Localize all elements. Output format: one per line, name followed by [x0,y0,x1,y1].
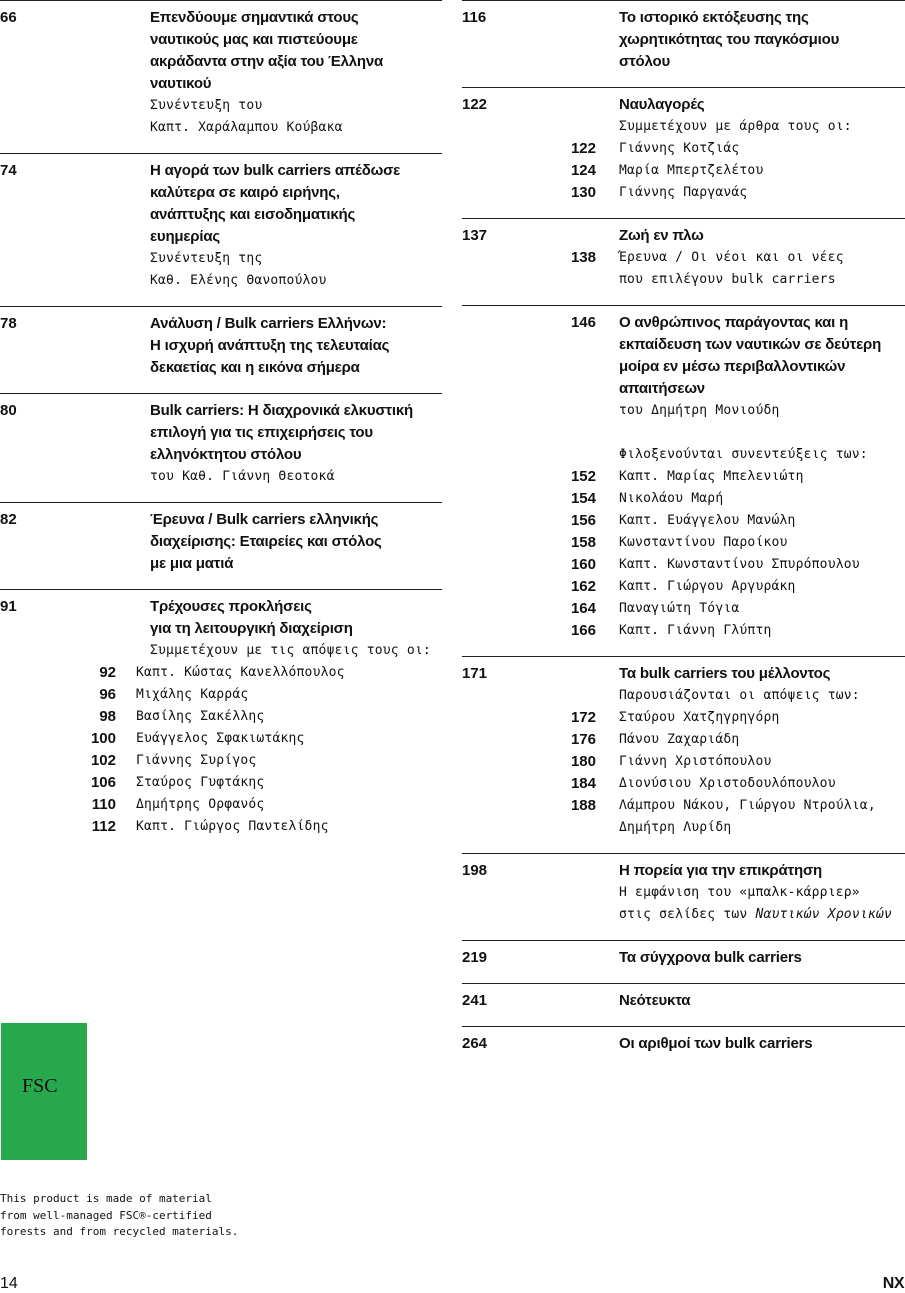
spacer [462,904,619,926]
item-text: Καπτ. Γιάννη Γλύπτη [619,623,772,638]
page-number: 14 [0,1275,18,1292]
entry-title-line: Τρέχουσες προκλήσεις [150,598,312,615]
item-page-number: 130 [570,184,596,201]
toc-row [462,620,905,642]
entry-subtitle-line: Καθ. Ελένης Θανοπούλου [150,273,327,288]
fsc-note-line: This product is made of material [0,1192,212,1205]
item-text: Σταύρος Γυφτάκης [136,775,265,790]
spacer [0,553,150,575]
toc-row [0,553,442,575]
toc-row [0,728,442,750]
item-page-number: 158 [570,534,596,551]
item-text: εκπαίδευση των ναυτικών σε δεύτερη [619,336,882,353]
toc-row [462,882,905,904]
toc-row [462,225,905,247]
spacer [462,882,619,904]
toc-left-column [0,0,442,852]
entry-title-line: ελληνόκτητου στόλου [150,446,302,463]
toc-row [462,247,905,269]
spacer [0,226,150,248]
toc-row [462,663,905,685]
toc-row [0,531,442,553]
toc-row [0,270,442,292]
spacer [0,422,150,444]
item-text: Γιάννης Παργανάς [619,185,748,200]
entry-subtitle-line: Η εμφάνιση του «μπαλκ-κάρριερ» [619,885,860,900]
spacer [0,531,150,553]
entry-page-number: 82 [0,511,17,528]
toc-row [462,138,905,160]
entry-subtitle-line: του Καθ. Γιάννη Θεοτοκά [150,469,335,484]
toc-row [462,312,905,334]
toc-row [462,94,905,116]
entry-subtitle-line: Συμμετέχουν με άρθρα τους οι: [619,119,852,134]
entry-page-number: 80 [0,402,17,419]
toc-row [0,816,442,838]
fsc-note [0,1191,300,1241]
item-text: Γιάννης Συρίγος [136,753,257,768]
item-text: Ευάγγελος Σφακιωτάκης [136,731,305,746]
brand-logo: NX [882,1275,904,1292]
item-text: Μαρία Μπερτζελέτου [619,163,764,178]
spacer [0,95,150,117]
item-text: Βασίλης Σακέλλης [136,709,265,724]
toc-row [0,422,442,444]
entry-title-line: ανάπτυξης και εισοδηματικής [150,206,356,223]
toc-row [0,335,442,357]
toc-row [0,772,442,794]
item-page-number: 164 [570,600,596,617]
item-page-number: 180 [570,753,596,770]
item-text: Παναγιώτη Τόγια [619,601,740,616]
item-text: Δημήτρη Λυρίδη [619,820,732,835]
toc-row [0,204,442,226]
toc-entry [462,305,905,656]
entry-title-line: ναυτικούς μας και πιστεύουμε [150,31,358,48]
toc-row [0,226,442,248]
blank-line [462,422,905,444]
item-page-number: 112 [91,818,116,835]
item-text: απαιτήσεων [619,380,705,397]
publication-title: Ναυτικών Χρονικών [755,907,892,922]
spacer [0,117,150,139]
toc-row [0,400,442,422]
item-page-number: 188 [570,797,596,814]
toc-row [462,488,905,510]
toc-row [462,29,905,51]
item-page-number: 184 [570,775,596,792]
item-text: Κωνσταντίνου Παροίκου [619,535,788,550]
toc-row [462,598,905,620]
spacer [462,51,619,73]
entry-page-number: 116 [462,9,487,26]
entry-title-line: επιλογή για τις επιχειρήσεις του [150,424,373,441]
entry-page-number: 219 [462,949,488,966]
item-page-number [462,400,619,422]
spacer [462,29,619,51]
toc-row [0,640,442,662]
spacer [0,618,150,640]
entry-page-number: 122 [462,96,488,113]
item-text: Δημήτρης Ορφανός [136,797,265,812]
entry-page-number: 137 [462,227,488,244]
entry-subtitle-line: Συνέντευξη του [150,98,263,113]
spacer [0,204,150,226]
toc-row [462,51,905,73]
item-text: Καπτ. Κώστας Κανελλόπουλος [136,665,345,680]
item-page-number: 110 [91,796,116,813]
toc-row [462,860,905,882]
entry-title-line: δεκαετίας και η εικόνα σήμερα [150,359,360,376]
toc-row [462,990,905,1012]
toc-row [462,904,905,926]
toc-entry [0,306,442,393]
entry-page-number: 171 [462,665,488,682]
item-text: Λάμπρου Νάκου, Γιώργου Ντρούλια, [619,798,876,813]
item-page-number: 176 [570,731,596,748]
toc-row [462,444,905,466]
toc-row [462,751,905,773]
entry-title-line: Επενδύουμε σημαντικά στους [150,9,359,26]
toc-row [0,706,442,728]
item-page-number: 166 [570,622,596,639]
entry-title-line: Τα σύγχρονα bulk carriers [619,949,802,966]
toc-row [462,356,905,378]
toc-row [0,662,442,684]
toc-entry [462,656,905,853]
toc-row [0,596,442,618]
toc-row [0,51,442,73]
entry-subtitle-line: Συνέντευξη της [150,251,263,266]
entry-title-line: Ναυλαγορές [619,96,705,113]
toc-row [0,160,442,182]
entry-title-line: με μια ματιά [150,555,234,572]
entry-title-line: ναυτικού [150,75,212,92]
entry-page-number: 66 [0,9,17,26]
spacer [0,248,150,270]
spacer [0,640,150,662]
entry-title-line: για τη λειτουργική διαχείριση [150,620,353,637]
item-page-number [462,444,619,466]
subtitle-prefix: στις σελίδες των [619,907,756,922]
item-page-number [462,817,619,839]
spacer [0,335,150,357]
item-text: Καπτ. Γιώργου Αργυράκη [619,579,796,594]
item-page-number: 124 [570,162,596,179]
toc-row [0,684,442,706]
item-page-number: 146 [570,314,596,331]
toc-row [0,29,442,51]
entry-subtitle-line: Συμμετέχουν με τις απόψεις τους οι: [150,643,431,658]
toc-row [462,817,905,839]
toc-row [462,1033,905,1055]
item-page-number: 102 [90,752,116,769]
toc-entry [462,0,905,87]
toc-row [462,510,905,532]
spacer [0,182,150,204]
item-text: Διονύσιου Χριστοδουλόπουλου [619,776,836,791]
item-page-number: 162 [570,578,596,595]
item-page-number: 156 [570,512,596,529]
toc-row [0,7,442,29]
toc-row [462,554,905,576]
toc-row [0,95,442,117]
toc-row [462,795,905,817]
entry-title-line: Έρευνα / Bulk carriers ελληνικής [150,511,379,528]
item-page-number: 152 [570,468,596,485]
entry-title-line: Η αγορά των bulk carriers απέδωσε [150,162,401,179]
entry-page-number: 91 [0,598,17,615]
entry-title-line: διαχείρισης: Εταιρείες και στόλος [150,533,382,550]
toc-row [0,357,442,379]
toc-entry [462,218,905,305]
toc-row [0,182,442,204]
toc-row [0,313,442,335]
entry-subtitle-line [619,904,892,926]
toc-row [462,400,905,422]
toc-entry [462,1026,905,1069]
toc-entry [462,853,905,940]
toc-entry [462,87,905,218]
item-page-number: 92 [99,664,116,681]
entry-title-line: Νεότευκτα [619,992,691,1009]
entry-title-line: Οι αριθμοί των bulk carriers [619,1035,813,1052]
item-text: Φιλοξενούνται συνεντεύξεις των: [619,447,868,462]
item-text: μοίρα εν μέσω περιβαλλοντικών [619,358,846,375]
item-page-number: 122 [570,140,596,157]
entry-page-number: 74 [0,162,17,179]
entry-title-line: χωρητικότητας του παγκόσμιου [619,31,840,48]
toc-entry [0,153,442,306]
item-page-number: 106 [90,774,116,791]
toc-row [462,576,905,598]
toc-row [462,707,905,729]
item-text: Καπτ. Γιώργος Παντελίδης [136,819,329,834]
toc-row [462,685,905,707]
item-text: Καπτ. Μαρίας Μπελενιώτη [619,469,804,484]
item-page-number: 100 [90,730,116,747]
toc-row [462,729,905,751]
item-page-number: 138 [570,249,596,266]
entry-title-line: Το ιστορικό εκτόξευσης της [619,9,809,26]
entry-title-line: ακράδαντα στην αξία του Έλληνα [150,53,384,70]
toc-row [462,182,905,204]
entry-title-line: ευημερίας [150,228,220,245]
entry-page-number: 241 [462,992,488,1009]
toc-row [0,750,442,772]
spacer [0,51,150,73]
item-text: Σταύρου Χατζηγρηγόρη [619,710,780,725]
item-page-number [462,269,619,291]
entry-subtitle-line: Καπτ. Χαράλαμπου Κούβακα [150,120,343,135]
spacer [462,685,619,707]
spacer [0,357,150,379]
item-page-number: 160 [570,556,596,573]
toc-row [0,466,442,488]
toc-row [462,160,905,182]
entry-title-line: Ζωή εν πλω [619,227,704,244]
entry-title-line: Ανάλυση / Bulk carriers Ελλήνων: [150,315,387,332]
toc-row [462,334,905,356]
toc-row [462,466,905,488]
entry-title-line: στόλου [619,53,670,70]
toc-entry [0,393,442,502]
item-page-number: 154 [570,490,596,507]
item-text: Καπτ. Κωνσταντίνου Σπυρόπουλου [619,557,860,572]
toc-row [462,773,905,795]
toc-entry [462,983,905,1026]
entry-page-number: 198 [462,862,488,879]
entry-subtitle-line: Παρουσιάζονται οι απόψεις των: [619,688,860,703]
item-text: Πάνου Ζαχαριάδη [619,732,740,747]
toc-entry [0,502,442,589]
item-text: Έρευνα / Οι νέοι και οι νέες [619,250,844,265]
item-page-number: 98 [99,708,116,725]
toc-entry [462,940,905,983]
spacer [0,270,150,292]
item-page-number [462,334,619,356]
entry-title-line: Bulk carriers: Η διαχρονικά ελκυστική [150,402,414,419]
entry-page-number: 264 [462,1035,488,1052]
item-text: Γιάννη Χριστόπουλου [619,754,772,769]
toc-row [462,269,905,291]
toc-row [462,116,905,138]
spacer [462,116,619,138]
item-text: Γιάννης Κοτζιάς [619,141,740,156]
item-text: που επιλέγουν bulk carriers [619,272,836,287]
entry-title-line: καλύτερα σε καιρό ειρήνης, [150,184,340,201]
entry-page-number: 78 [0,315,17,332]
item-text: Ο ανθρώπινος παράγοντας και η [619,314,849,331]
fsc-note-line: forests and from recycled materials. [0,1225,239,1238]
entry-title-line: Η πορεία για την επικράτηση [619,862,822,879]
toc-row [0,248,442,270]
item-text: Μιχάλης Καρράς [136,687,249,702]
toc-row [462,532,905,554]
fsc-note-line: from well-managed FSC®-certified [0,1208,212,1222]
entry-title-line: Τα bulk carriers του μέλλοντος [619,665,831,682]
item-page-number: 96 [99,686,116,703]
toc-row [0,73,442,95]
item-text: Νικολάου Μαρή [619,491,724,506]
item-text: Καπτ. Ευάγγελου Μανώλη [619,513,796,528]
spacer [0,466,150,488]
spacer [0,73,150,95]
item-page-number [462,356,619,378]
entry-title-line: Η ισχυρή ανάπτυξη της τελευταίας [150,337,390,354]
toc-row [0,794,442,816]
toc-entry [0,589,442,852]
toc-right-column [462,0,905,1069]
toc-row [462,7,905,29]
item-page-number: 172 [570,709,596,726]
toc-row [0,444,442,466]
item-text: του Δημήτρη Μονιούδη [619,403,780,418]
toc-row [462,947,905,969]
toc-row [0,117,442,139]
fsc-logo: FSC [1,1023,87,1160]
item-page-number [462,378,619,400]
toc-entry [0,0,442,153]
spacer [0,29,150,51]
spacer [0,444,150,466]
toc-row [0,509,442,531]
toc-row [0,618,442,640]
toc-row [462,378,905,400]
